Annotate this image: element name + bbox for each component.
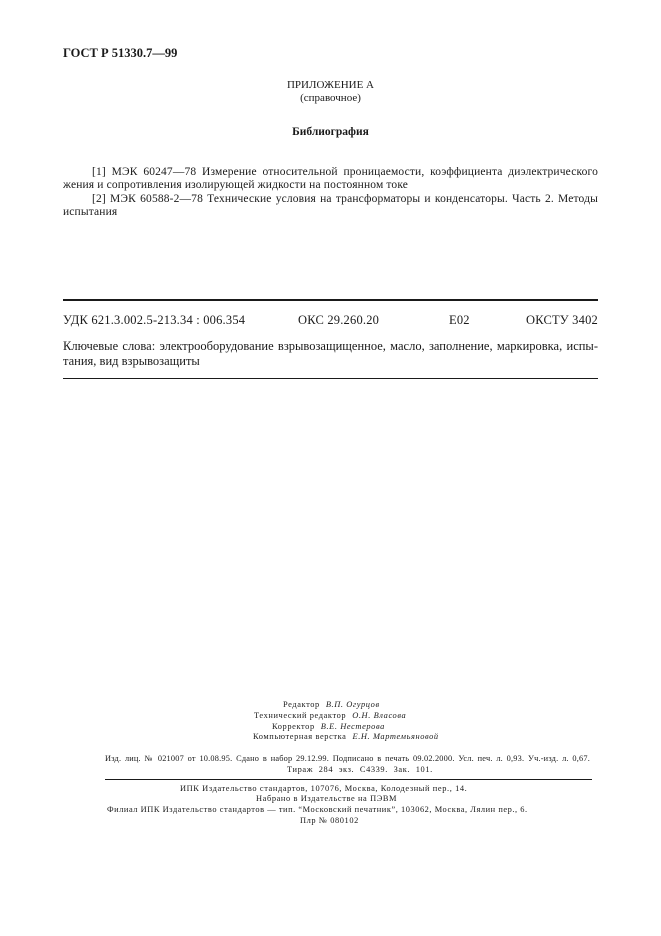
keywords-line: Ключевые слова: электрооборудование взрывозащищенное, масло, заполнение, маркировка, испы-: [63, 339, 598, 353]
credit-name: В.П. Огурцов: [325, 700, 380, 709]
okstu-code: ОКСТУ 3402: [525, 313, 598, 327]
imprint-print-run: Тираж 284 экз. С4339. Зак. 101.: [287, 765, 433, 774]
bibliography-heading: Библиография: [292, 126, 369, 138]
bibliography-item-line: жения и сопротивления изолирующей жидкости на постоянном токе: [63, 179, 409, 192]
appendix-status: (справочное): [300, 92, 361, 104]
bibliography-item-line: [2] МЭК 60588-2—78 Технические условия на трансформаторы и конденсаторы. Часть 2. Методы: [92, 192, 598, 205]
oks-code: ОКС 29.260.20: [298, 313, 380, 327]
bibliography-item: [63, 193, 598, 220]
imprint-publication-line: Изд. лиц. № 021007 от 10.08.95. Сдано в набор 29.12.99. Подписано в печать 09.02.2000. Усл. печ. л. 0,93. Уч.-изд. л. 0,67.: [105, 754, 590, 763]
credit-name: Е.Н. Мартемьяновой: [352, 732, 439, 741]
credit-role: Технический редактор: [254, 711, 347, 720]
credit-name: О.Н. Власова: [352, 711, 407, 720]
bibliography-list: [63, 166, 598, 219]
credit-role: Корректор: [272, 722, 315, 731]
credit-role: Компьютерная верстка: [253, 732, 347, 741]
appendix-title: ПРИЛОЖЕНИЕ А: [286, 79, 374, 91]
bibliography-item-line: испытания: [63, 205, 118, 218]
imprint-printer: Филиал ИПК Издательство стандартов — тип. “Московский печатник”, 103062, Москва, Лялин пер., 6.: [107, 805, 528, 814]
divider-imprint: [105, 779, 592, 780]
imprint-typeset: Набрано в Издательстве на ПЭВМ: [256, 794, 398, 803]
group-code: Е02: [449, 313, 470, 327]
imprint-publisher: ИПК Издательство стандартов, 107076, Москва, Колодезный пер., 14.: [180, 784, 468, 793]
udk-code: УДК 621.3.002.5-213.34 : 006.354: [63, 313, 246, 327]
credit-name: В.Е. Нестерова: [320, 722, 385, 731]
divider-top: [63, 299, 598, 301]
document-number: ГОСТ Р 51330.7—99: [63, 46, 178, 60]
credit-technical-editor: [254, 711, 406, 722]
credit-proofreader: [272, 722, 385, 733]
bibliography-item-line: [1] МЭК 60247—78 Измерение относительной проницаемости, коэффициента диэлектрического: [92, 166, 598, 178]
credit-editor: [283, 700, 380, 711]
imprint-license: Плр № 080102: [300, 816, 359, 825]
credit-layout: [253, 732, 439, 743]
keywords: [63, 339, 598, 369]
bibliography-item: [63, 166, 598, 193]
credit-role: Редактор: [283, 700, 320, 709]
keywords-line: тания, вид взрывозащиты: [63, 354, 200, 368]
divider-middle: [63, 378, 598, 379]
